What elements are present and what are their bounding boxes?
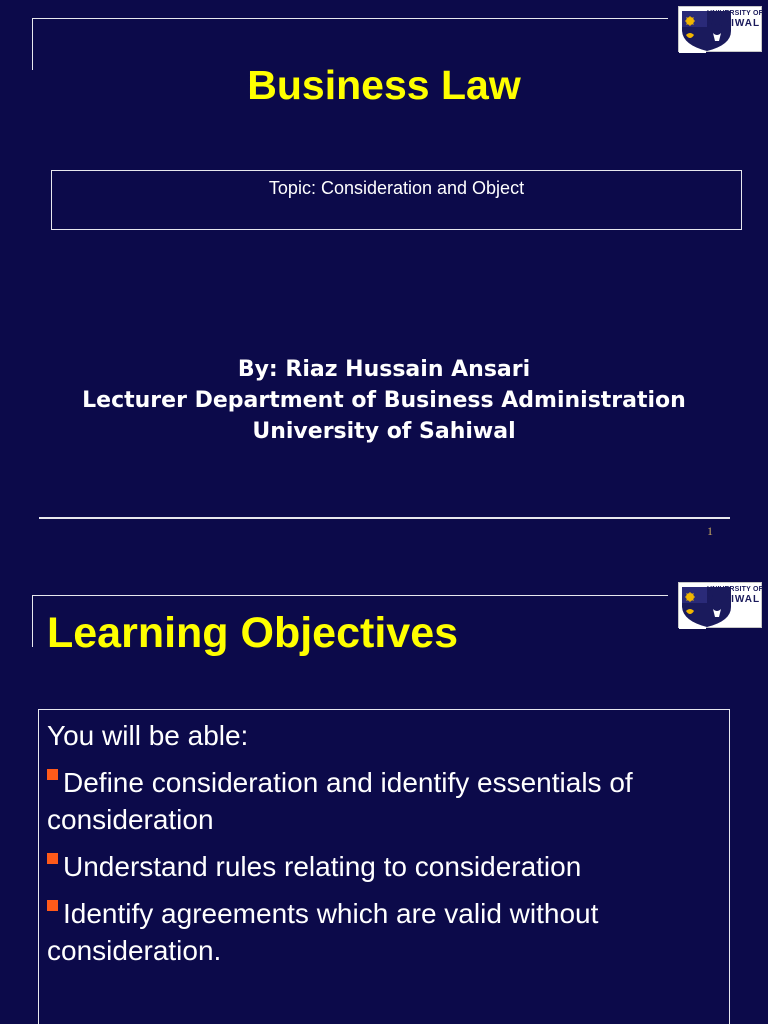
author-block xyxy=(0,354,768,447)
logo-text-bottom: SAHIWAL xyxy=(707,594,761,605)
author-position: Lecturer Department of Business Administration xyxy=(82,388,686,413)
page-number: 1 xyxy=(707,524,713,538)
objectives-heading: Learning Objectives xyxy=(47,609,459,657)
square-bullet-icon xyxy=(47,853,58,864)
logo-text-top: UNIVERSITY OF xyxy=(707,586,764,593)
objectives-list xyxy=(47,764,727,979)
objectives-intro: You will be able: xyxy=(47,720,249,751)
logo-text-top: UNIVERSITY OF xyxy=(707,10,764,17)
frame-top-line xyxy=(32,595,668,596)
list-item xyxy=(47,895,727,969)
slide-title-heading: Business Law xyxy=(247,62,521,108)
objective-text: Define consideration and identify essentials of consideration xyxy=(47,767,633,835)
square-bullet-icon xyxy=(47,769,58,780)
logo-text-bottom: SAHIWAL xyxy=(707,18,761,29)
author-name: By: Riaz Hussain Ansari xyxy=(237,357,531,382)
frame-left-line xyxy=(32,595,33,647)
slide-learning-objectives xyxy=(0,560,768,1024)
topic-text: Topic: Consideration and Object xyxy=(268,178,525,198)
list-item xyxy=(47,764,727,838)
footer-divider xyxy=(39,517,730,519)
list-item xyxy=(47,848,727,885)
frame-top-line xyxy=(32,18,668,19)
university-logo xyxy=(678,582,762,628)
topic-box xyxy=(51,170,742,230)
objective-text: Understand rules relating to consideration xyxy=(63,851,582,882)
objectives-box xyxy=(38,709,730,1024)
university-logo xyxy=(678,6,762,52)
author-institution: University of Sahiwal xyxy=(252,419,516,444)
objective-text: Identify agreements which are valid without consideration. xyxy=(47,898,599,966)
square-bullet-icon xyxy=(47,900,58,911)
